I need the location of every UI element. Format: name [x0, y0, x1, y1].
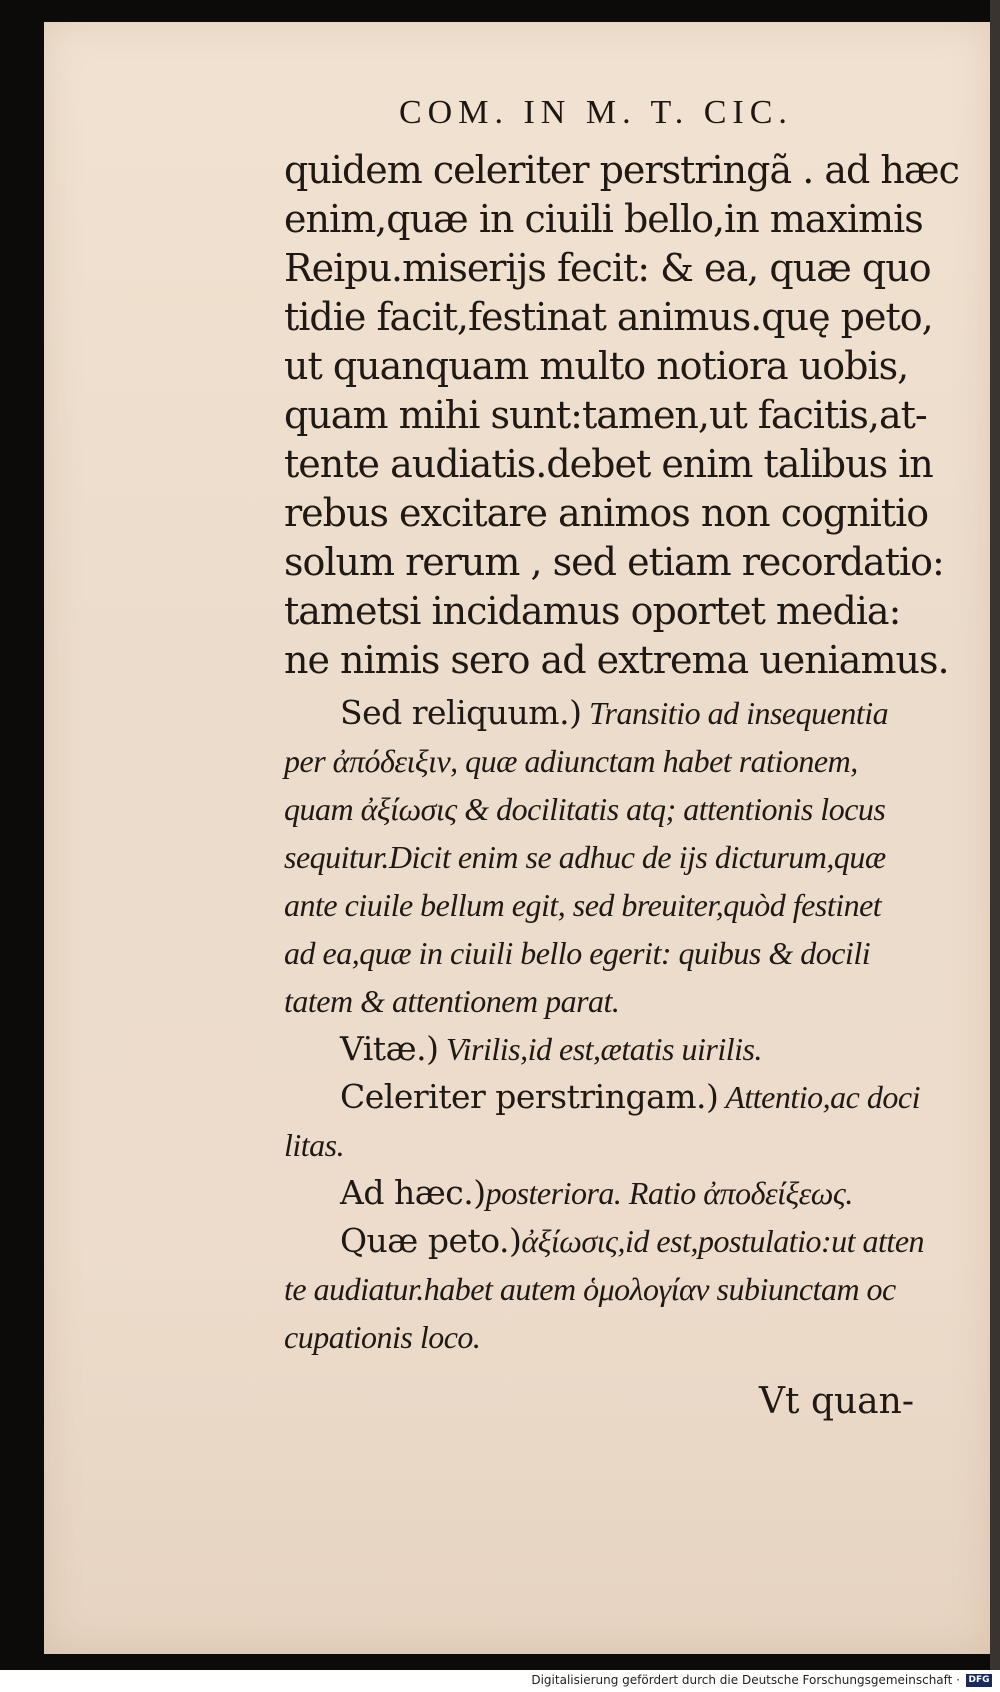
- main-text-line: ne nimis sero ad extrema ueniamus.: [284, 638, 949, 682]
- commentary-line: [284, 977, 974, 1025]
- commentary-line: [284, 1265, 974, 1313]
- scan-edge-strip: [990, 0, 1000, 1670]
- commentary-line: [284, 881, 974, 929]
- main-text-line: ut quanquam multo notiora uobis,: [284, 344, 909, 388]
- commentary-block: [284, 689, 974, 1361]
- commentary-line: [284, 1217, 974, 1265]
- commentary-line: [284, 689, 974, 737]
- dfg-logo: DFG: [966, 1674, 992, 1687]
- commentary-text: te audiatur.habet autem ὁμολογίαν subiunctam oc: [284, 1271, 896, 1307]
- commentary-line: [284, 1073, 974, 1121]
- page-text-area: [284, 92, 974, 1427]
- main-text-line: Reipu.miserijs fecit: & ea, quæ quo: [284, 246, 931, 290]
- commentary-text: quam ἀξίωσις & docilitatis atq; attentionis locus: [284, 791, 886, 827]
- commentary-text: ante ciuile bellum egit, sed breuiter,quòd festinet: [284, 887, 882, 923]
- digitization-footer: [0, 1670, 1000, 1692]
- book-page: [44, 22, 990, 1654]
- footer-credit-text: Digitalisierung gefördert durch die Deutsche Forschungsgemeinschaft ·: [531, 1673, 960, 1687]
- commentary-line: [284, 929, 974, 977]
- main-text-line: tente audiatis.debet enim talibus in: [284, 442, 933, 486]
- main-text-line: enim,quæ in ciuili bello,in maximis: [284, 197, 923, 241]
- commentary-text: litas.: [284, 1127, 345, 1163]
- commentary-lemma: Celeriter perstringam.): [340, 1077, 719, 1116]
- main-text-line: tametsi incidamus oportet media:: [284, 589, 901, 633]
- main-text-line: solum rerum , sed etiam recordatio:: [284, 540, 944, 584]
- commentary-text: cupationis loco.: [284, 1319, 481, 1355]
- commentary-text: tatem & attentionem parat.: [284, 983, 620, 1019]
- main-text-line: quidem celeriter perstringã . ad hæc: [284, 148, 959, 192]
- commentary-line: [284, 1313, 974, 1361]
- main-text-line: quam mihi sunt:tamen,ut facitis,at-: [284, 393, 927, 437]
- commentary-text: Virilis,id est,ætatis uirilis.: [438, 1031, 762, 1067]
- running-head: COM. IN M. T. CIC.: [399, 94, 793, 131]
- commentary-line: [284, 1121, 974, 1169]
- main-text-line: rebus excitare animos non cognitio: [284, 491, 929, 535]
- commentary-text: per ἀπόδειξιν, quæ adiunctam habet rationem,: [284, 743, 858, 779]
- main-text-block: [284, 146, 974, 685]
- commentary-text: ἀξίωσις,id est,postulatio:ut atten: [521, 1223, 925, 1259]
- commentary-lemma: Sed reliquum.): [340, 693, 582, 732]
- commentary-text: Attentio,ac doci: [718, 1079, 920, 1115]
- commentary-line: [284, 1025, 974, 1073]
- commentary-lemma: Vitæ.): [340, 1029, 439, 1068]
- commentary-line: [284, 1169, 974, 1217]
- commentary-line: [284, 833, 974, 881]
- commentary-line: [284, 785, 974, 833]
- commentary-text: sequitur.Dicit enim se adhuc de ijs dicturum,quæ: [284, 839, 886, 875]
- commentary-lemma: Quæ peto.): [340, 1221, 522, 1260]
- commentary-text: ad ea,quæ in ciuili bello egerit: quibus & docili: [284, 935, 871, 971]
- catchword: Vt quan-: [759, 1381, 914, 1422]
- commentary-text: Transitio ad insequentia: [581, 695, 889, 731]
- commentary-text: posteriora. Ratio ἀποδείξεως.: [485, 1175, 853, 1211]
- commentary-line: [284, 737, 974, 785]
- commentary-lemma: Ad hæc.): [340, 1173, 486, 1212]
- main-text-line: tidie facit,festinat animus.quę peto,: [284, 295, 933, 339]
